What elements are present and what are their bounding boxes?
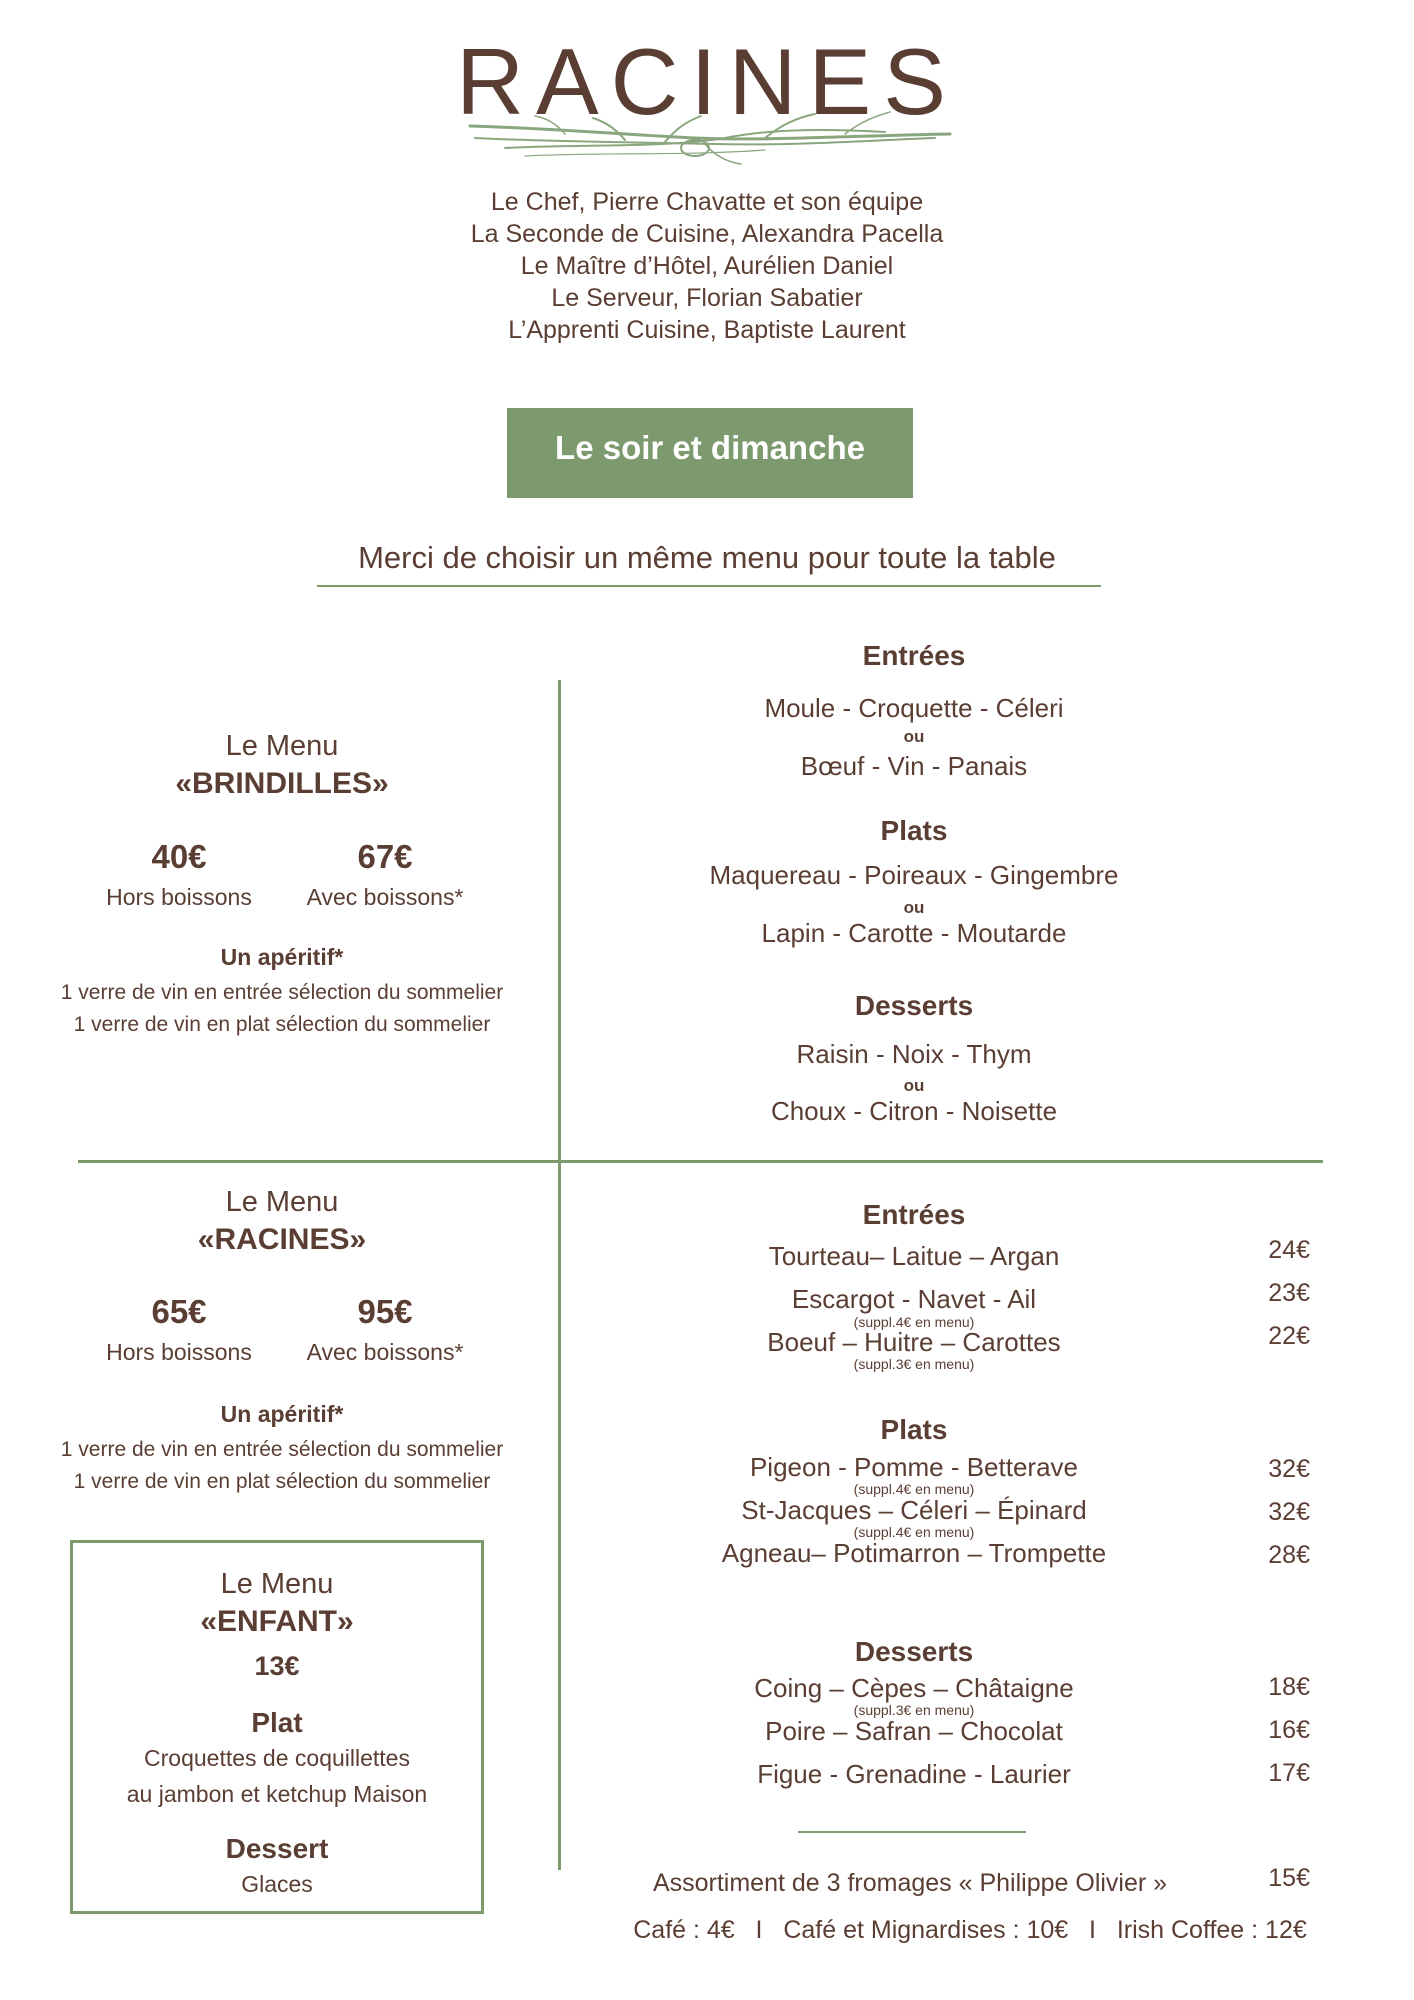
racines-dessert-3: Figue - Grenadine - Laurier [757, 1759, 1071, 1789]
restaurant-logo: RACINES [456, 29, 958, 134]
or-separator: ou [903, 1076, 925, 1095]
racines-wine-2: 1 verre de vin en plat sélection du sommelier [73, 1470, 491, 1493]
staff-line: Le Maître d’Hôtel, Aurélien Daniel [520, 252, 894, 280]
horizontal-divider [78, 1160, 1323, 1163]
brindilles-plats-title: Plats [880, 815, 948, 846]
racines-entree-3: Boeuf – Huitre – Carottes [767, 1327, 1061, 1357]
racines-wine-1: 1 verre de vin en entrée sélection du sommelier [60, 1438, 504, 1461]
racines-dessert-3-price: 17€ [1268, 1759, 1310, 1787]
racines-desserts-title: Desserts [854, 1636, 974, 1667]
racines-plat-3-price: 28€ [1268, 1541, 1310, 1569]
racines-price-avec: 95€ [357, 1293, 413, 1330]
racines-entree-3-suppl: (suppl.3€ en menu) [853, 1356, 975, 1372]
staff-line: L’Apprenti Cuisine, Baptiste Laurent [508, 316, 906, 344]
racines-dessert-2: Poire – Safran – Chocolat [765, 1716, 1063, 1746]
brindilles-aperitif: Un apéritif* [220, 944, 344, 970]
brindilles-wine-1: 1 verre de vin en entrée sélection du sommelier [60, 981, 504, 1004]
racines-plats-title: Plats [880, 1414, 948, 1445]
cheese-assortment: Assortiment de 3 fromages « Philippe Olivier » [652, 1869, 1168, 1897]
racines-dessert-1: Coing – Cèpes – Châtaigne [754, 1673, 1074, 1703]
racines-plat-1-suppl: (suppl.4€ en menu) [853, 1481, 975, 1497]
or-separator: ou [903, 898, 925, 917]
brindilles-entree-2: Bœuf - Vin - Panais [800, 751, 1028, 781]
staff-list [0, 186, 1414, 346]
brindilles-dessert-1: Raisin - Noix - Thym [796, 1039, 1032, 1069]
notice-underline [317, 585, 1101, 587]
enfant-menu-box [70, 1540, 484, 1914]
menu-title-name: «BRINDILLES» [175, 767, 389, 800]
racines-label-avec: Avec boissons* [306, 1339, 464, 1365]
racines-title [80, 1183, 484, 1259]
racines-entree-3-price: 22€ [1268, 1322, 1310, 1350]
racines-entrees-title: Entrées [862, 1199, 966, 1230]
racines-price-hors: 65€ [151, 1293, 207, 1330]
enfant-price: 13€ [254, 1651, 300, 1681]
racines-plat-3: Agneau– Potimarron – Trompette [721, 1538, 1107, 1568]
racines-plat-2: St-Jacques – Céleri – Épinard [741, 1495, 1087, 1525]
racines-entree-1: Tourteau– Laitue – Argan [768, 1241, 1060, 1271]
racines-dessert-1-suppl: (suppl.3€ en menu) [853, 1702, 975, 1718]
enfant-dessert: Glaces [241, 1871, 313, 1897]
staff-line: Le Chef, Pierre Chavatte et son équipe [490, 188, 924, 216]
brindilles-dessert-2: Choux - Citron - Noisette [770, 1096, 1058, 1126]
racines-entree-2-suppl: (suppl.4€ en menu) [853, 1314, 975, 1330]
brindilles-wine-2: 1 verre de vin en plat sélection du sommelier [73, 1013, 491, 1036]
staff-line: La Seconde de Cuisine, Alexandra Pacella [470, 220, 944, 248]
racines-entree-2: Escargot - Navet - Ail [791, 1284, 1037, 1314]
brindilles-title [80, 727, 484, 803]
branch-logo-icon [465, 108, 955, 168]
staff-line: Le Serveur, Florian Sabatier [551, 284, 863, 312]
racines-entree-1-price: 24€ [1268, 1236, 1310, 1264]
racines-aperitif: Un apéritif* [220, 1401, 344, 1427]
racines-plat-1: Pigeon - Pomme - Betterave [749, 1452, 1079, 1482]
menu-title-label: Le Menu [220, 1568, 334, 1600]
menu-title-label: Le Menu [225, 730, 339, 762]
enfant-plat-2: au jambon et ketchup Maison [126, 1781, 428, 1807]
racines-entree-2-price: 23€ [1268, 1279, 1310, 1307]
table-notice: Merci de choisir un même menu pour toute la table [358, 540, 1056, 575]
racines-plat-2-price: 32€ [1268, 1498, 1310, 1526]
brindilles-entrees-title: Entrées [862, 640, 966, 671]
brindilles-plat-1: Maquereau - Poireaux - Gingembre [709, 860, 1119, 890]
vertical-divider [558, 680, 561, 1870]
racines-plat-1-price: 32€ [1268, 1455, 1310, 1483]
service-banner: Le soir et dimanche [507, 408, 913, 498]
enfant-title [73, 1565, 481, 1641]
menu-title-label: Le Menu [225, 1186, 339, 1218]
racines-plat-2-suppl: (suppl.4€ en menu) [853, 1524, 975, 1540]
enfant-plat-1: Croquettes de coquillettes [144, 1745, 410, 1771]
menu-title-name: «ENFANT» [200, 1605, 354, 1638]
menu-title-name: «RACINES» [197, 1223, 367, 1256]
racines-dessert-2-price: 16€ [1268, 1716, 1310, 1744]
drinks-line: Café : 4€ I Café et Mignardises : 10€ I Irish Coffee : 12€ [633, 1916, 1307, 1944]
brindilles-label-hors: Hors boissons [106, 884, 252, 910]
brindilles-entree-1: Moule - Croquette - Céleri [764, 693, 1064, 723]
brindilles-price-hors: 40€ [151, 838, 207, 875]
enfant-dessert-title: Dessert [225, 1833, 329, 1864]
brindilles-plat-2: Lapin - Carotte - Moutarde [761, 918, 1067, 948]
section-rule [798, 1831, 1026, 1833]
racines-label-hors: Hors boissons [106, 1339, 252, 1365]
brindilles-label-avec: Avec boissons* [306, 884, 464, 910]
brindilles-price-avec: 67€ [357, 838, 413, 875]
brindilles-desserts-title: Desserts [854, 990, 974, 1021]
enfant-plat-title: Plat [251, 1707, 303, 1738]
or-separator: ou [903, 727, 925, 746]
racines-dessert-1-price: 18€ [1268, 1673, 1310, 1701]
cheese-price: 15€ [1268, 1864, 1310, 1892]
